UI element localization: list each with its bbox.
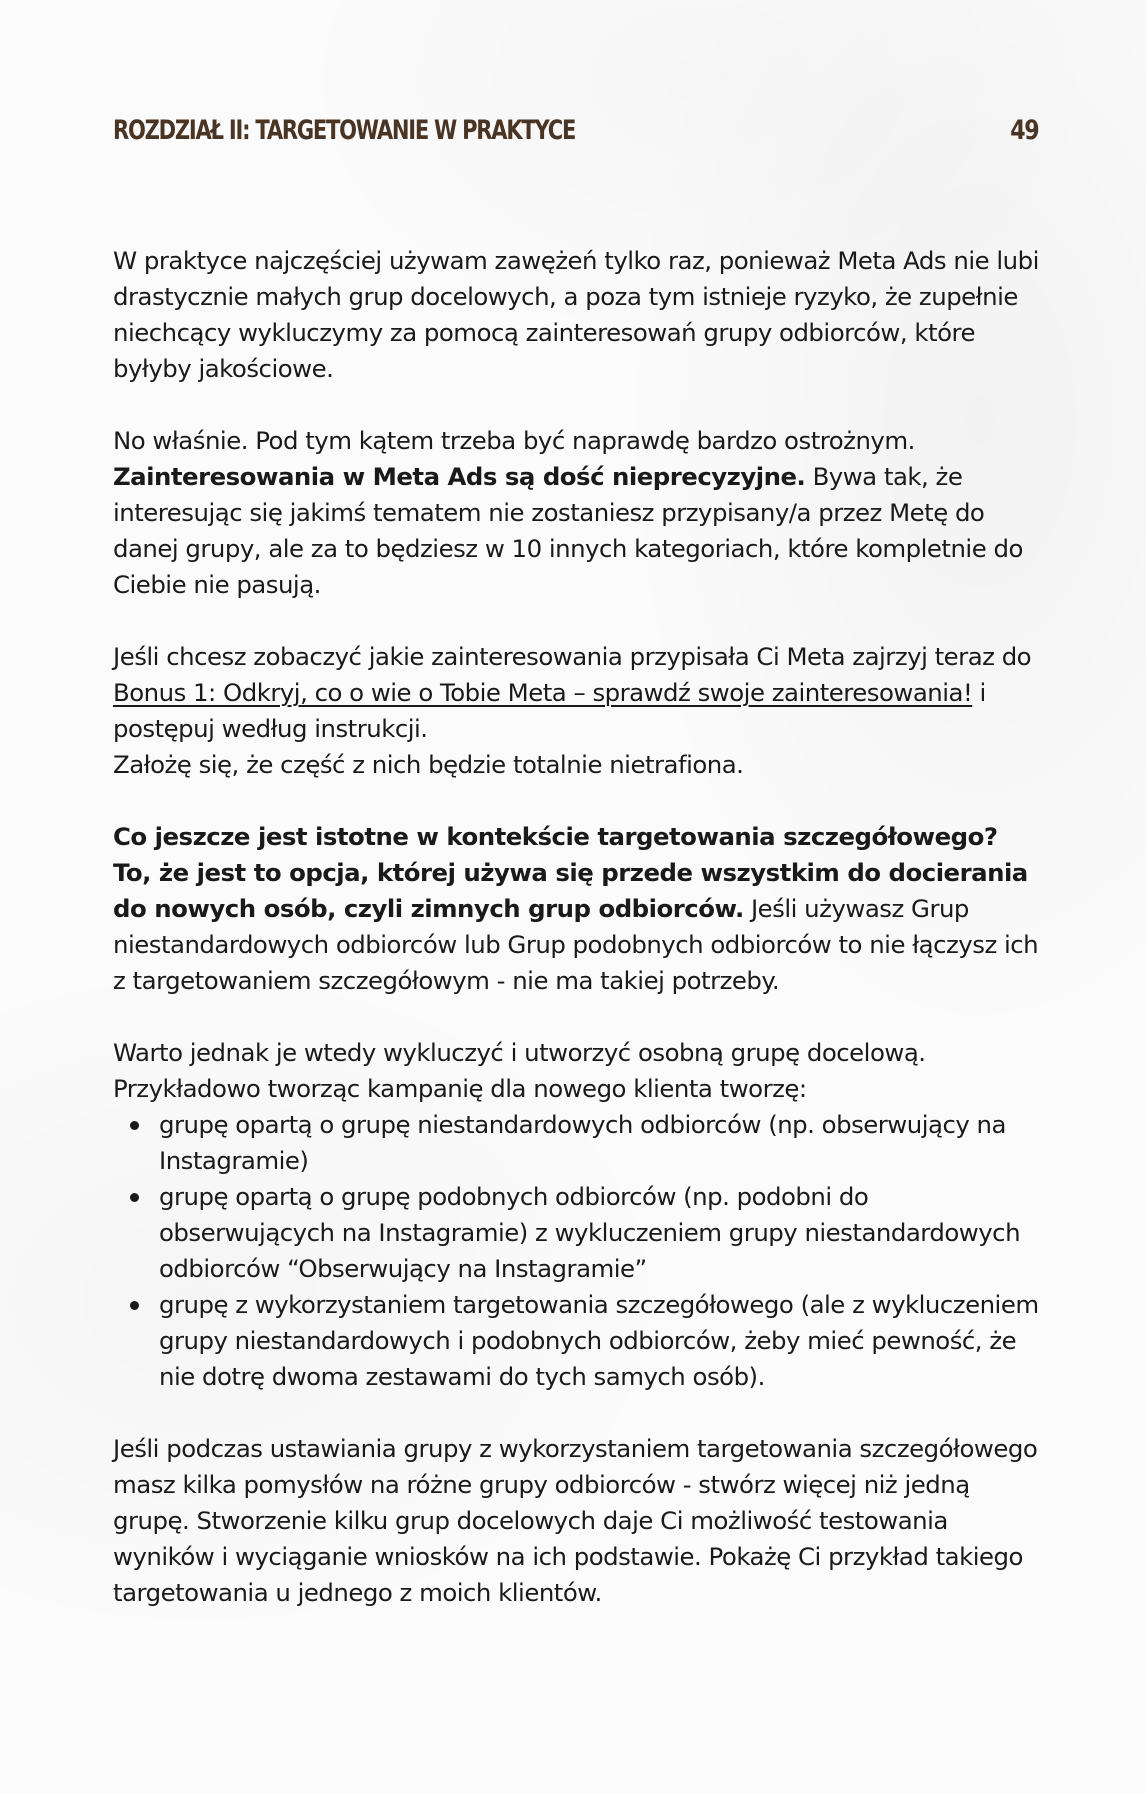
paragraph-4-bold-question: Co jeszcze jest istotne w kontekście targetowania szczegółowego?: [113, 822, 998, 851]
paragraph-4-rest: Jeśli używasz Grup niestandardowych odbiorców lub Grup podobnych odbiorców to nie łączysz ich z targetowaniem szczegółowym - nie ma takiej potrzeby.: [113, 894, 1039, 995]
list-item: grupę opartą o grupę niestandardowych odbiorców (np. obserwujący na Instagramie): [113, 1107, 1043, 1179]
bonus-link[interactable]: Bonus 1: Odkryj, co o wie o Tobie Meta – sprawdź swoje zainteresowania!: [113, 678, 973, 707]
page-header: [113, 108, 1038, 152]
paragraph-4: [113, 819, 1043, 999]
paragraph-2-rest: Bywa tak, że interesując się jakimś tematem nie zostaniesz przypisany/a przez Metę do danej grupy, ale za to będziesz w 10 innych kategoriach, które kompletnie do Ciebie nie pasują.: [113, 462, 1023, 599]
page-number: 49: [1009, 114, 1038, 146]
bullet-list: [113, 1107, 1043, 1395]
list-item: grupę z wykorzystaniem targetowania szczegółowego (ale z wykluczeniem grupy niestandardowych i podobnych odbiorców, żeby mieć pewność, że nie dotrę dwoma zestawami do tych samych osób).: [113, 1287, 1043, 1395]
paragraph-2: [113, 423, 1043, 603]
paragraph-2-bold: Zainteresowania w Meta Ads są dość nieprecyzyjne.: [113, 462, 806, 491]
paragraph-3-line2: Założę się, że część z nich będzie totalnie nietrafiona.: [113, 750, 744, 779]
paragraph-3: [113, 639, 1043, 783]
paragraph-4-bold-answer: To, że jest to opcja, której używa się przede wszystkim do docierania do nowych osób, czyli zimnych grup odbiorców.: [113, 858, 1028, 923]
paragraph-5: [113, 1035, 1043, 1107]
paragraph-3-after: i postępuj według instrukcji.: [113, 678, 986, 743]
page: [113, 0, 1038, 1794]
paragraph-6-text: Jeśli podczas ustawiania grupy z wykorzystaniem targetowania szczegółowego masz kilka pomysłów na różne grupy odbiorców - stwórz więcej niż jedną grupę. Stworzenie kilku grup docelowych daje Ci możliwość testowania wyników i wyciąganie wniosków na ich podstawie. Pokażę Ci przykład takiego targetowania u jednego z moich klientów.: [113, 1434, 1038, 1607]
paragraph-1: [113, 243, 1043, 387]
page-content: [113, 243, 1043, 1647]
paragraph-6: [113, 1431, 1043, 1611]
chapter-title: ROZDZIAŁ II: TARGETOWANIE W PRAKTYCE: [113, 114, 576, 146]
paragraph-2-lead: No właśnie. Pod tym kątem trzeba być naprawdę bardzo ostrożnym.: [113, 426, 915, 455]
paragraph-1-text: W praktyce najczęściej używam zawężeń tylko raz, ponieważ Meta Ads nie lubi drastycznie małych grup docelowych, a poza tym istnieje ryzyko, że zupełnie niechcący wykluczymy za pomocą zainteresowań grupy odbiorców, które byłyby jakościowe.: [113, 246, 1039, 383]
list-item: grupę opartą o grupę podobnych odbiorców (np. podobni do obserwujących na Instagramie) z wykluczeniem grupy niestandardowych odbiorców “Obserwujący na Instagramie”: [113, 1179, 1043, 1287]
paragraph-5-text: Warto jednak je wtedy wykluczyć i utworzyć osobną grupę docelową. Przykładowo tworząc kampanię dla nowego klienta tworzę:: [113, 1038, 926, 1103]
paragraph-3-before: Jeśli chcesz zobaczyć jakie zainteresowania przypisała Ci Meta zajrzyj teraz do: [113, 642, 1032, 671]
